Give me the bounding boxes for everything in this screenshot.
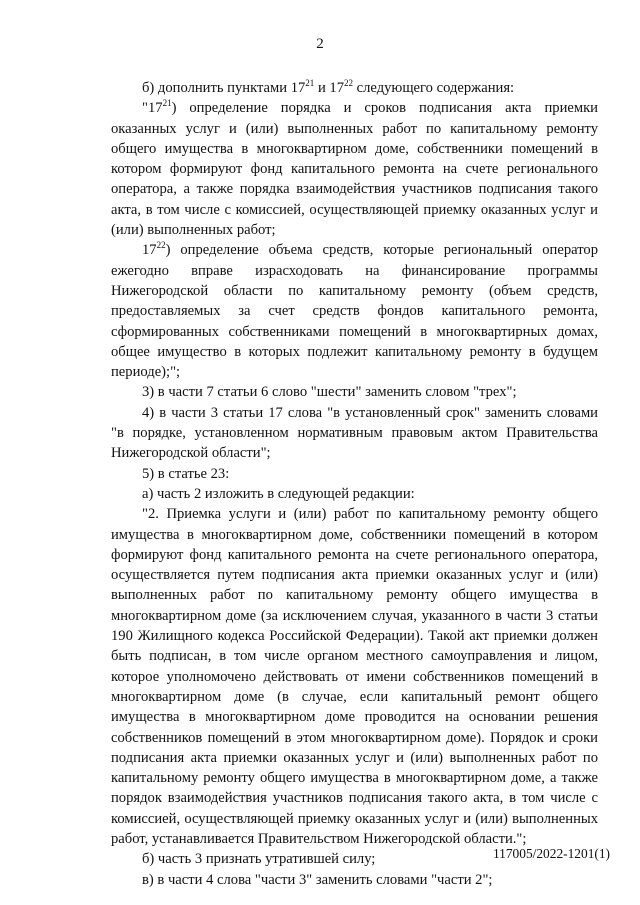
paragraph (111, 403, 598, 464)
paragraph-text: и 17 (314, 80, 344, 96)
paragraph-text: в) в части 4 слова "части 3" заменить словами "части 2"; (142, 871, 493, 888)
paragraph (111, 504, 598, 849)
paragraph (111, 464, 598, 484)
superscript: 21 (162, 98, 172, 109)
paragraph (111, 484, 598, 504)
paragraph-text: 3) в части 7 статьи 6 слово "шести" заменить словом "трех"; (142, 384, 517, 401)
paragraph-text: следующего содержания: (353, 80, 515, 96)
paragraph-text: 5) в статье 23: (142, 465, 230, 482)
paragraph-text: а) часть 2 изложить в следующей редакции: (142, 485, 415, 502)
paragraph (111, 240, 598, 382)
superscript: 21 (305, 78, 315, 88)
document-code: 117005/2022-1201(1) (492, 846, 610, 861)
paragraph-text: ) определение объема средств, которые региональный оператор ежегодно вправе израсходовать на финансирование программы Нижегородской области по капитальному ремонту (объем средств, предоставляемых за счет средств фондов капитального ремонта, сформированных собственниками помещений в многоквартирных домах, общее имущество в которых подлежит капитальному ремонту в будущем периоде);"; (111, 242, 598, 381)
paragraph-text: "2. Приемка услуги и (или) работ по капитальному ремонту общего имущества в многоквартирном доме, собственники помещений в котором формируют фонд капитального ремонта на счете регионального оператора, осуществляется путем подписания акта приемки оказанных услуг и (или) выполненных работ по капитальному ремонту общего имущества в многоквартирном доме (за исключением случая, указанного в части 3 статьи 190 Жилищного кодекса Российской Федерации). Такой акт приемки должен быть подписан, в том числе органом местного самоуправления и лицом, которое уполномочено действовать от имени собственников помещений в многоквартирном доме (в случае, если капитальный ремонт общего имущества в многоквартирном доме проводится на основании решения собственников помещений в этом многоквартирном доме). Порядок и сроки подписания акта приемки оказанных услуг и (или) выполненных работ по капитальному ремонту общего имущества в многоквартирном доме, а также порядок взаимодействия участников подписания такого акта, в том числе с комиссией, осуществляющей приемку оказанных услуг и (или) выполненных работ, устанавливается Правительством Нижегородской области."; (111, 506, 598, 847)
paragraph-text: ) определение порядка и сроков подписания акта приемки оказанных услуг и (или) выполненных работ по капитальному ремонту общего имущества в многоквартирном доме, собственники помещений в котором формируют фонд капитального ремонта на счете регионального оператора, а также порядка взаимодействия участников подписания такого акта, в том числе с комиссией, осуществляющей приемку оказанных услуг и (или) выполненных работ; (111, 100, 598, 239)
paragraph-text: 4) в части 3 статьи 17 слова "в установленный срок" заменить словами "в порядке, установленном нормативным правовым актом Правительства Нижегородской области"; (111, 404, 598, 462)
paragraph-text: 17 (142, 242, 157, 259)
paragraph (111, 78, 598, 98)
paragraph-text: "17 (142, 100, 163, 117)
superscript: 22 (156, 240, 166, 251)
paragraph (111, 382, 598, 402)
superscript: 22 (344, 78, 353, 88)
paragraph-text: б) часть 3 признать утратившей силу; (142, 851, 376, 868)
paragraph (111, 870, 598, 890)
paragraph-text: б) дополнить пунктами 17 (142, 80, 306, 96)
page-number: 2 (316, 36, 324, 52)
paragraph (111, 98, 598, 240)
document-body (111, 78, 598, 890)
